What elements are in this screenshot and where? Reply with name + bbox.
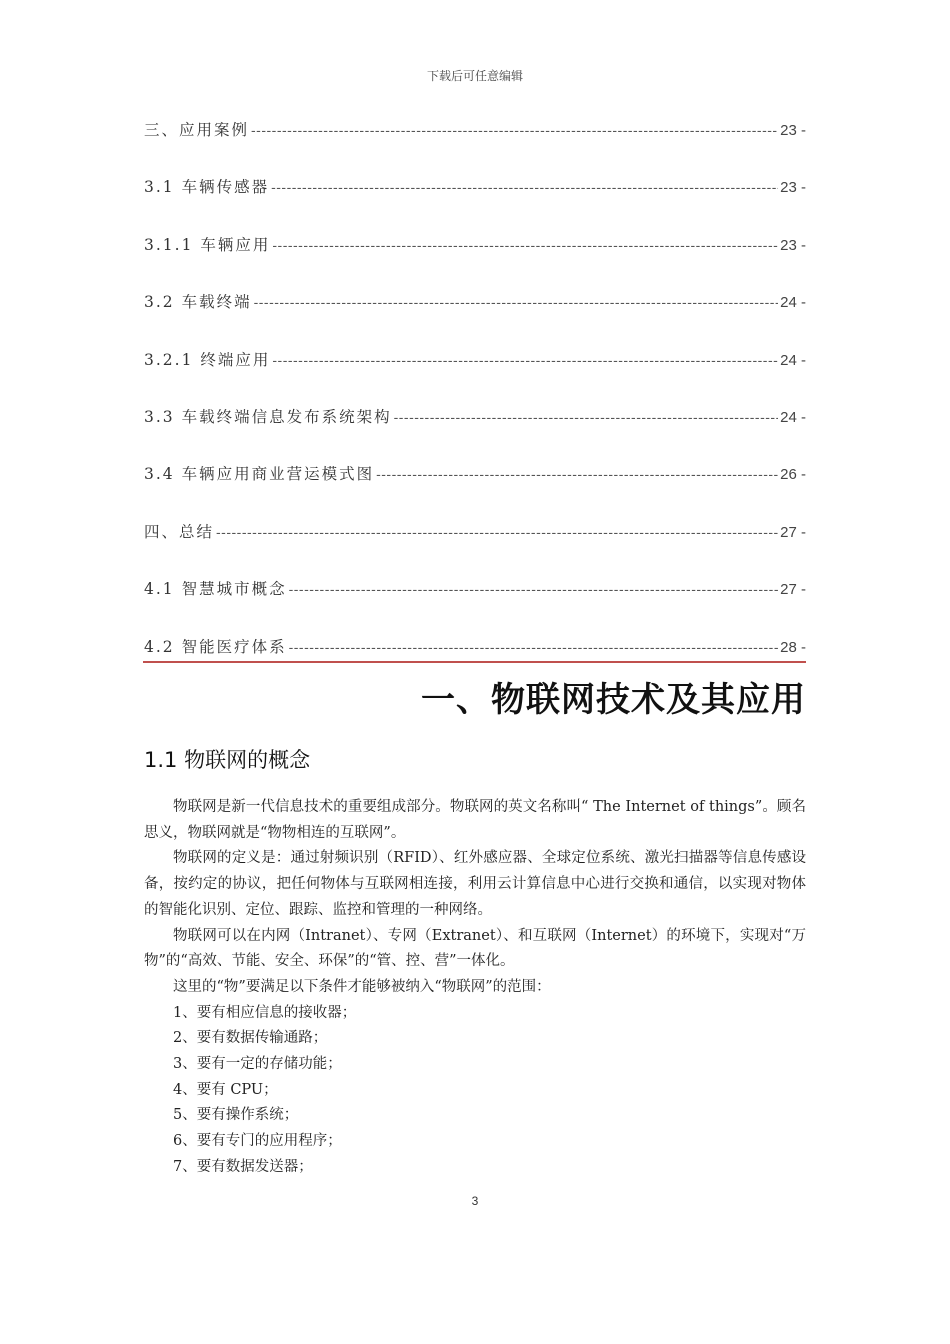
toc-entry[interactable] [144, 520, 806, 577]
toc-entry-title: 4.1 智慧城市概念 [144, 580, 287, 599]
toc-entry-title: 3.2 车载终端 [144, 293, 252, 312]
list-item: 4、要有 CPU； [173, 1081, 278, 1098]
list-item: 1、要有相应信息的接收器； [173, 1004, 357, 1021]
body-text [144, 795, 806, 1181]
toc-entry[interactable] [144, 290, 806, 347]
section-heading: 1.1 物联网的概念 [144, 748, 311, 772]
paragraph: 物联网可以在内网（Intranet）、专网（Extranet）、和互联网（Internet）的环境下，实现对“万物”的“高效、节能、安全、环保”的“管、控、营”一体化。 [144, 927, 806, 970]
paragraph: 这里的“物”要满足以下条件才能够被纳入“物联网”的范围： [173, 978, 551, 995]
toc-leader [216, 524, 778, 540]
toc-entry-title: 3.1 车辆传感器 [144, 178, 270, 197]
toc-entry[interactable] [144, 118, 806, 175]
toc-entry[interactable] [144, 577, 806, 634]
toc-leader [394, 409, 779, 425]
toc-entry-page: 24 - [780, 294, 806, 312]
paragraph: 物联网的定义是：通过射频识别（RFID）、红外感应器、全球定位系统、激光扫描器等信息传感设备，按约定的协议，把任何物体与互联网相连接，利用云计算信息中心进行交换和通信，以实现对物体的智能化识别、定位、跟踪、监控和管理的一种网络。 [144, 850, 806, 918]
toc-entry-page: 23 - [780, 179, 806, 197]
toc-entry-title: 4.2 智能医疗体系 [144, 637, 287, 656]
toc-entry-page: 26 - [780, 466, 806, 484]
chapter-title: 一、物联网技术及其应用 [421, 680, 806, 720]
list-item: 5、要有操作系统； [173, 1107, 299, 1124]
toc-entry-title: 3.3 车载终端信息发布系统架构 [144, 407, 392, 426]
toc-entry-title: 3.1.1 车辆应用 [144, 235, 271, 254]
toc-entry-page: 27 - [780, 581, 806, 599]
toc-entry[interactable] [144, 233, 806, 290]
toc-leader [271, 179, 778, 195]
list-item: 6、要有专门的应用程序； [173, 1133, 342, 1150]
toc-entry-page: 23 - [780, 122, 806, 139]
paragraph: 物联网是新一代信息技术的重要组成部分。物联网的英文名称叫“ The Internet of things”。顾名思义，物联网就是“物物相连的互联网”。 [144, 799, 806, 841]
list-item: 3、要有一定的存储功能； [173, 1056, 342, 1073]
toc-leader [254, 294, 779, 310]
toc-entry-title: 3.2.1 终端应用 [144, 350, 271, 369]
list-item: 7、要有数据发送器； [173, 1158, 313, 1175]
chapter-divider [143, 661, 806, 663]
toc-entry[interactable] [144, 348, 806, 405]
page-header-note: 下载后可任意编辑 [426, 69, 523, 83]
toc-leader [272, 352, 778, 368]
toc-entry[interactable] [144, 175, 806, 232]
toc-entry-title: 四、总结 [144, 522, 215, 541]
toc-entry-page: 28 - [780, 638, 806, 656]
toc-entry[interactable] [144, 462, 806, 519]
toc-entry[interactable] [144, 405, 806, 462]
toc-leader [289, 581, 779, 597]
toc-leader [251, 122, 778, 138]
toc-entry-page: 27 - [780, 523, 806, 541]
table-of-contents [144, 118, 806, 692]
page-number: 3 [471, 1194, 479, 1208]
toc-leader [289, 639, 779, 655]
toc-leader [272, 237, 778, 253]
toc-entry-page: 24 - [780, 351, 806, 369]
list-item: 2、要有数据传输通路； [173, 1030, 328, 1047]
toc-entry-title: 三、应用案例 [144, 121, 250, 139]
toc-entry-title: 3.4 车辆应用商业营运模式图 [144, 465, 375, 484]
toc-entry-page: 24 - [780, 408, 806, 426]
toc-entry-page: 23 - [780, 236, 806, 254]
toc-leader [376, 466, 778, 482]
